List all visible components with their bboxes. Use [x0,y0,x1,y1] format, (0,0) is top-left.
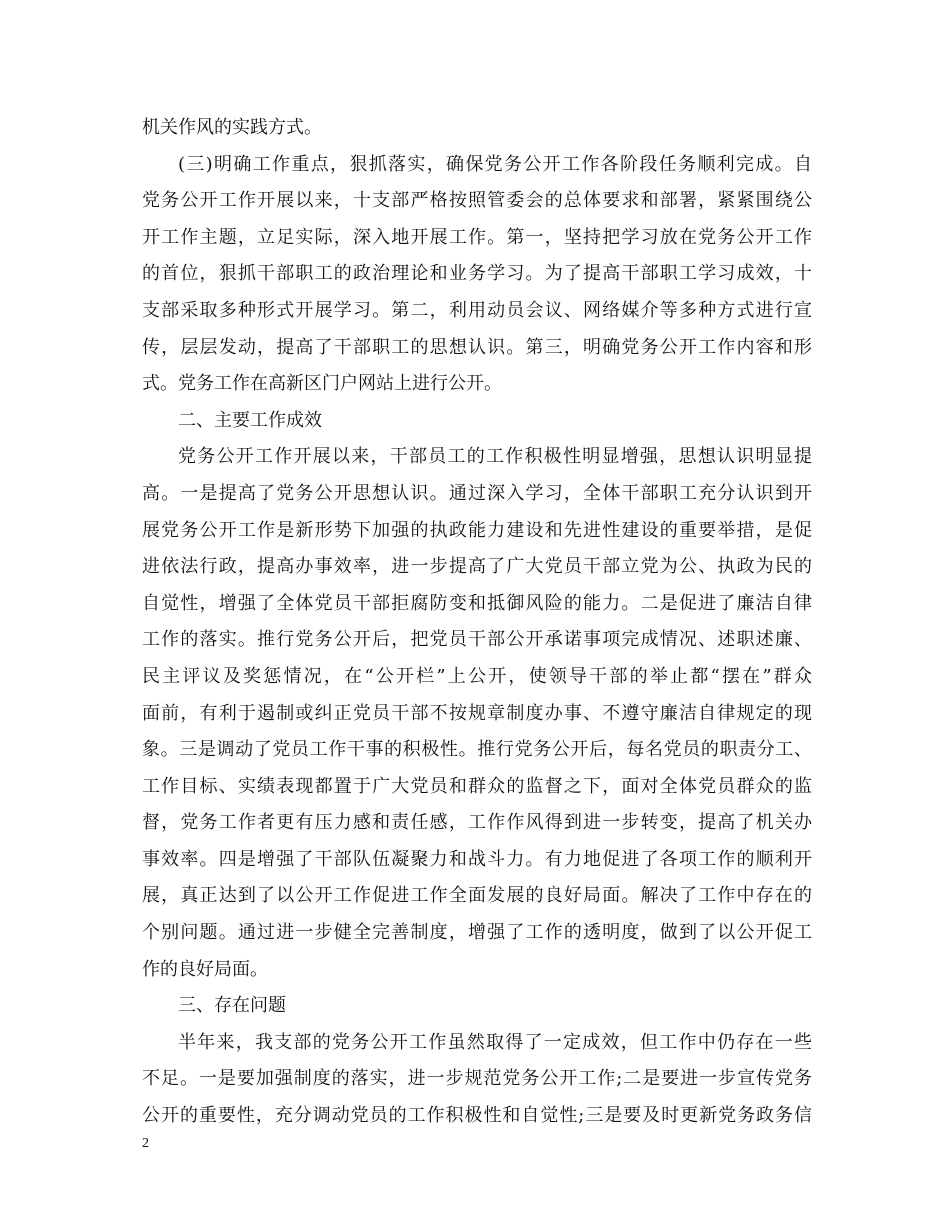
text-line: 式。党务工作在高新区门户网站上进行公开。 [142,373,502,395]
text-line: 机关作风的实践方式。 [142,117,322,138]
text-line: 的首位，狠抓干部职工的政治理论和业务学习。为了提高干部职工学习成效，十 [142,263,812,285]
text-line: 自觉性，增强了全体党员干部拒腐防变和抵御风险的能力。二是促进了廉洁自律 [142,592,812,614]
text-line: 开工作主题，立足实际，深入地开展工作。第一，坚持把学习放在党务公开工作 [142,226,812,248]
text-line: 党务公开工作开展以来，十支部严格按照管委会的总体要求和部署，紧紧围绕公 [142,190,812,212]
text-line: 民主评议及奖惩情况，在“公开栏”上公开，使领导干部的举止都“摆在”群众 [142,665,812,687]
text-line: 不足。一是要加强制度的落实，进一步规范党务公开工作;二是要进一步宣传党务 [142,1068,812,1090]
text-line: 支部采取多种形式开展学习。第二，利用动员会议、网络媒介等多种方式进行宣 [142,299,812,321]
text-line: 作的良好局面。 [142,958,268,980]
text-line: 个别问题。通过进一步健全完善制度，增强了工作的透明度，做到了以公开促工 [142,922,812,944]
text-line: 面前，有利于遏制或纠正党员干部不按规章制度办事、不遵守廉洁自律规定的现 [142,702,812,724]
text-line: 半年来，我支部的党务公开工作虽然取得了一定成效，但工作中仍存在一些 [178,1031,812,1053]
text-line: 传，层层发动，提高了干部职工的思想认识。第三，明确党务公开工作内容和形 [142,336,812,358]
text-line: 工作的落实。推行党务公开后，把党员干部公开承诺事项完成情况、述职述廉、 [142,629,812,651]
text-line: 二、主要工作成效 [178,409,322,431]
text-line: 督，党务工作者更有压力感和责任感，工作作风得到进一步转变，提高了机关办 [142,812,812,834]
text-line: 事效率。四是增强了干部队伍凝聚力和战斗力。有力地促进了各项工作的顺利开 [142,848,812,870]
text-line: 工作目标、实绩表现都置于广大党员和群众的监督之下，面对全体党员群众的监 [142,775,812,797]
text-line: 党务公开工作开展以来，干部员工的工作积极性明显增强，思想认识明显提 [178,446,812,468]
text-line: 展党务公开工作是新形势下加强的执政能力建设和先进性建设的重要举措，是促 [142,519,812,541]
document-body [142,110,812,1135]
text-line: 象。三是调动了党员工作干事的积极性。推行党务公开后，每名党员的职责分工、 [142,739,812,761]
page-number: 2 [142,1136,149,1151]
text-line: 公开的重要性，充分调动党员的工作积极性和自觉性;三是要及时更新党务政务信 [142,1105,812,1127]
text-line: 展，真正达到了以公开工作促进工作全面发展的良好局面。解决了工作中存在的 [142,885,812,907]
text-line: 三、存在问题 [178,995,286,1017]
text-line: (三)明确工作重点，狠抓落实，确保党务公开工作各阶段任务顺利完成。自 [178,153,812,175]
text-line: 高。一是提高了党务公开思想认识。通过深入学习，全体干部职工充分认识到开 [142,482,812,504]
text-line: 进依法行政，提高办事效率，进一步提高了广大党员干部立党为公、执政为民的 [142,556,812,578]
